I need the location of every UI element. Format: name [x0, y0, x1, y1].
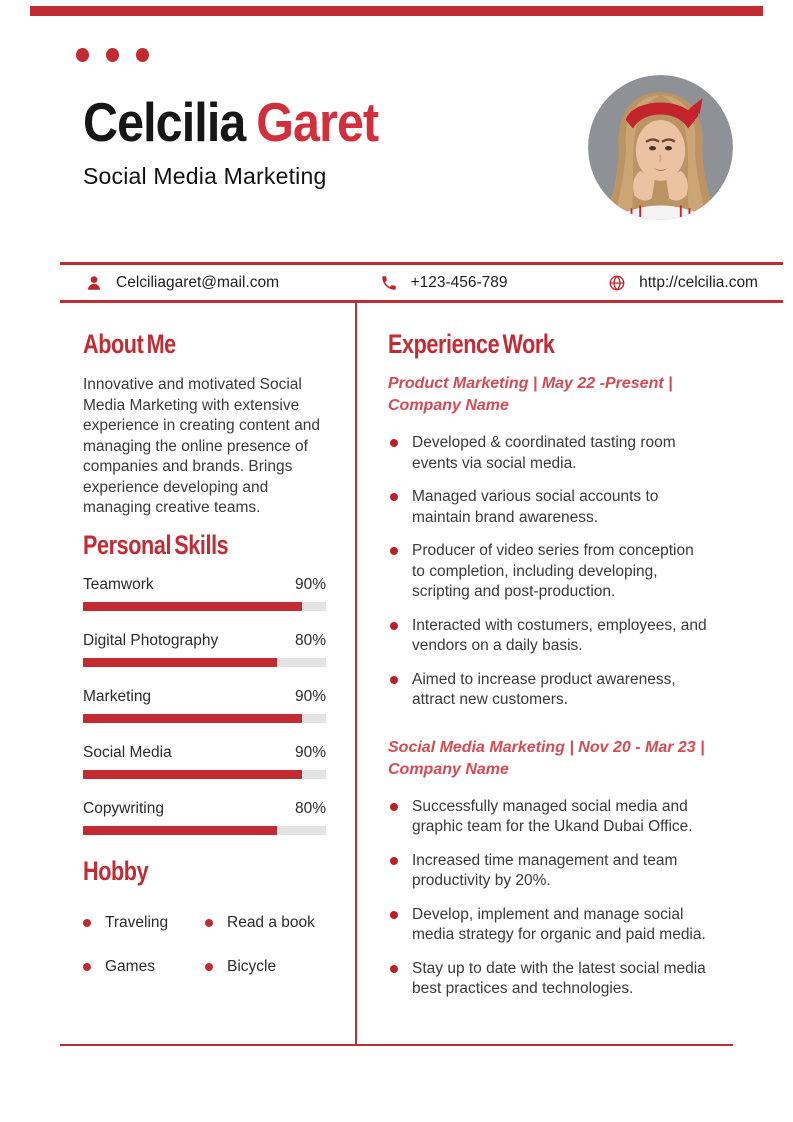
- job-entry: [388, 373, 710, 711]
- contact-phone[interactable]: [380, 274, 508, 292]
- skill-item: [83, 743, 326, 779]
- job-bullet-text: Successfully managed social media and graphic team for the Ukand Dubai Office.: [412, 797, 693, 835]
- skill-item: [83, 799, 326, 835]
- skill-bar-fill: [83, 658, 277, 667]
- globe-icon: [608, 274, 626, 292]
- skill-label-row: [83, 575, 326, 594]
- experience-heading: Experience Work: [388, 329, 555, 359]
- hobby-item: [83, 957, 205, 977]
- top-accent-bar: [30, 6, 763, 16]
- skill-percent: 90%: [294, 687, 326, 705]
- bullet-dot-icon: [390, 965, 398, 973]
- dot-icon: [76, 48, 89, 62]
- hobby-heading: Hobby: [83, 855, 149, 886]
- phone-text: +123-456-789: [410, 273, 508, 291]
- bullet-dot-icon: [390, 676, 398, 684]
- bullet-dot-icon: [390, 857, 398, 865]
- job-bullet: [388, 616, 710, 657]
- bullet-dot-icon: [83, 963, 91, 971]
- hobby-label: Bicycle: [227, 957, 277, 975]
- job-subtitle: Social Media Marketing: [83, 162, 327, 189]
- skill-bar-track: [83, 770, 326, 779]
- name-last: Garet: [256, 91, 379, 153]
- skill-label: Copywriting: [83, 799, 164, 817]
- about-text: Innovative and motivated Social Media Marketing with extensive experience in creating content and managing the online presence of companies and brands. Brings experience developing and managing creative teams.: [83, 376, 320, 516]
- left-column: [83, 318, 326, 977]
- job-bullet-text: Developed & coordinated tasting room events via social media.: [412, 434, 676, 472]
- dot-icon: [106, 48, 119, 62]
- job-bullet: [388, 670, 710, 711]
- bullet-dot-icon: [390, 493, 398, 501]
- skill-bar-track: [83, 714, 326, 723]
- hobby-item: [205, 913, 326, 933]
- skill-item: [83, 575, 326, 611]
- bullet-dot-icon: [83, 919, 91, 927]
- portrait-illustration: [588, 75, 733, 220]
- skill-label: Marketing: [83, 687, 152, 705]
- bullet-dot-icon: [390, 547, 398, 555]
- bullet-dot-icon: [390, 803, 398, 811]
- job-bullet-text: Increased time management and team productivity by 20%.: [412, 851, 678, 889]
- skill-label-row: [83, 799, 326, 818]
- page-title: [83, 92, 378, 154]
- skill-bar-track: [83, 602, 326, 611]
- job-title-line: Company Name: [388, 397, 509, 414]
- job-title-line: Company Name: [388, 760, 509, 778]
- job-entry: [388, 737, 710, 1000]
- skill-label: Digital Photography: [83, 631, 219, 649]
- job-bullet-text: Managed various social accounts to maintain brand awareness.: [412, 488, 659, 526]
- job-title-line: Social Media Marketing | Nov 20 - Mar 23 |: [388, 738, 705, 756]
- job-bullet: [388, 905, 710, 946]
- jobs-list: [388, 373, 710, 1000]
- job-bullet: [388, 959, 710, 1000]
- job-bullet-list: [388, 797, 710, 1000]
- skill-label-row: [83, 743, 326, 762]
- skill-percent: 90%: [294, 743, 326, 761]
- job-bullet-text: Producer of video series from conception to completion, including developing, scripting and post-production.: [412, 542, 694, 600]
- skills-heading: Personal Skills: [83, 529, 229, 560]
- job-bullet-list: [388, 433, 710, 711]
- email-text: Celciliagaret@mail.com: [116, 273, 280, 291]
- job-bullet-text: Develop, implement and manage social media strategy for organic and paid media.: [412, 905, 706, 943]
- job-bullet: [388, 487, 710, 528]
- job-title-line: Product Marketing | May 22 -Present |: [388, 375, 673, 392]
- skill-bar-track: [83, 826, 326, 835]
- job-bullet: [388, 851, 710, 892]
- skill-percent: 90%: [294, 575, 326, 593]
- skill-bar-fill: [83, 826, 277, 835]
- skill-label: Teamwork: [83, 575, 154, 593]
- skill-item: [83, 687, 326, 723]
- header: [83, 92, 419, 190]
- bullet-dot-icon: [205, 963, 213, 971]
- job-bullet-text: Interacted with costumers, employees, and vendors on a daily basis.: [412, 616, 707, 654]
- job-bullet-text: Aimed to increase product awareness, attract new customers.: [412, 670, 676, 708]
- skill-bar-fill: [83, 770, 302, 779]
- job-bullet-text: Stay up to date with the latest social media best practices and technologies.: [412, 959, 706, 997]
- hobby-label: Read a book: [227, 913, 315, 931]
- skill-label: Social Media: [83, 743, 172, 761]
- about-heading: About Me: [83, 329, 176, 359]
- job-title: [388, 373, 710, 417]
- name-first: Celcilia: [83, 91, 246, 153]
- skill-item: [83, 631, 326, 667]
- column-divider: [355, 301, 357, 1044]
- user-icon: [85, 274, 103, 292]
- skill-percent: 80%: [294, 631, 326, 649]
- job-bullet: [388, 797, 710, 838]
- dot-icon: [136, 48, 149, 62]
- right-column: [388, 318, 710, 1013]
- bullet-dot-icon: [390, 911, 398, 919]
- job-title: [388, 737, 710, 781]
- profile-photo: [588, 75, 733, 220]
- hobby-label: Traveling: [105, 913, 169, 931]
- phone-icon: [380, 274, 398, 292]
- contact-email[interactable]: [85, 274, 279, 292]
- decorative-dots: [76, 48, 149, 62]
- skills-list: [83, 575, 326, 835]
- website-text: http://celcilia.com: [639, 273, 758, 291]
- skill-percent: 80%: [294, 799, 326, 817]
- hobby-item: [83, 913, 205, 933]
- hobby-item: [205, 957, 326, 977]
- skill-bar-fill: [83, 714, 302, 723]
- skill-label-row: [83, 687, 326, 706]
- bullet-dot-icon: [390, 622, 398, 630]
- skill-label-row: [83, 631, 326, 650]
- bullet-dot-icon: [205, 919, 213, 927]
- skill-bar-track: [83, 658, 326, 667]
- contact-bar: [60, 262, 783, 303]
- job-bullet: [388, 433, 710, 474]
- contact-website[interactable]: [608, 274, 758, 292]
- job-bullet: [388, 541, 710, 603]
- hobby-label: Games: [105, 957, 155, 975]
- bullet-dot-icon: [390, 439, 398, 447]
- bottom-rule: [60, 1044, 733, 1046]
- skill-bar-fill: [83, 602, 302, 611]
- hobby-list: [83, 913, 326, 977]
